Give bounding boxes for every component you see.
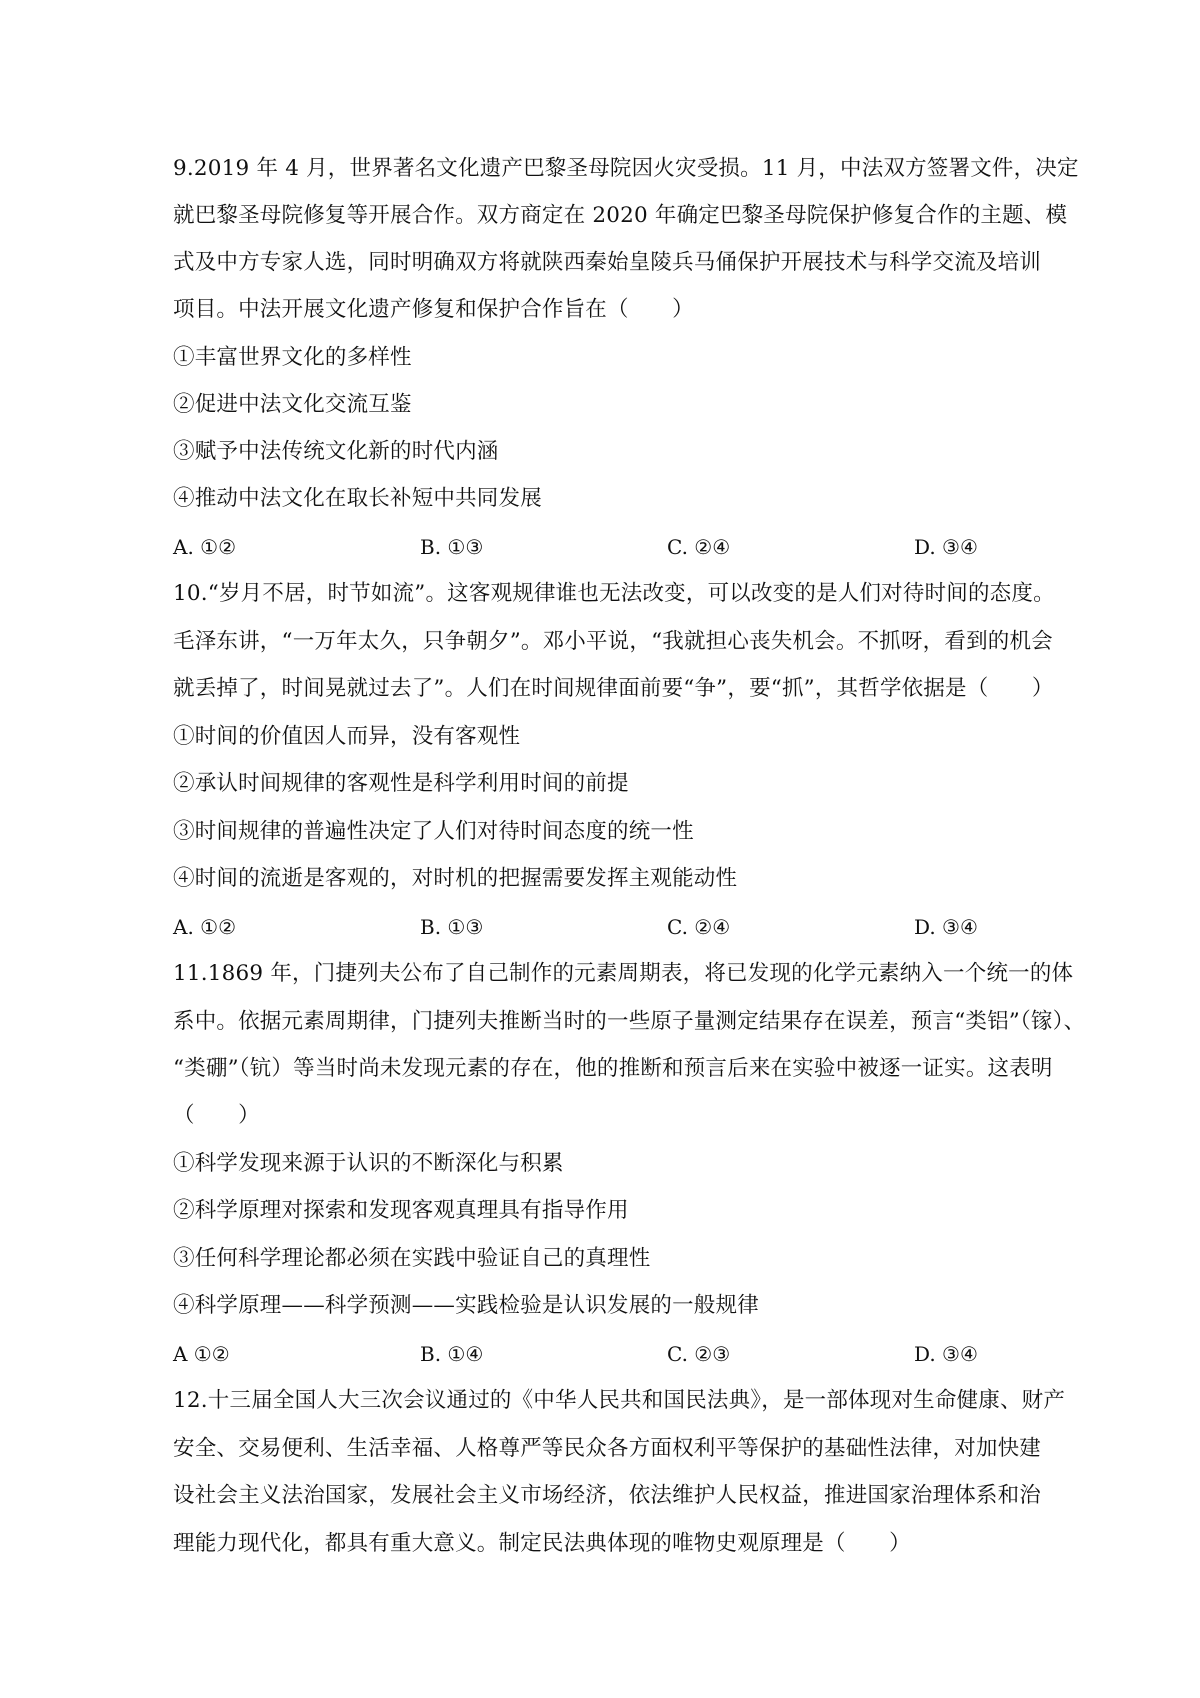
choice-d: D. ③④: [914, 1342, 978, 1366]
option-item: ①时间的价值因人而异，没有客观性: [173, 724, 521, 749]
choice-d: D. ③④: [914, 915, 978, 939]
question-text-line: 10.“岁月不居，时节如流”。这客观规律谁也无法改变，可以改变的是人们对待时间的态度。: [173, 581, 1055, 606]
question-text-line: 12.十三届全国人大三次会议通过的《中华人民共和国民法典》，是一部体现对生命健康、财产: [173, 1388, 1066, 1413]
choice-b: B. ①③: [420, 535, 484, 559]
option-item: ③赋予中法传统文化新的时代内涵: [173, 439, 499, 464]
option-item: ②承认时间规律的客观性是科学利用时间的前提: [173, 771, 629, 796]
answer-choices: [173, 1339, 1033, 1369]
question-text-line: 9.2019 年 4 月，世界著名文化遗产巴黎圣母院因火灾受损。11 月，中法双方签署文件，决定: [173, 156, 1079, 181]
choice-c: C. ②④: [667, 915, 731, 939]
question-text-line: 11.1869 年，门捷列夫公布了自己制作的元素周期表，将已发现的化学元素纳入一个统一的体: [173, 961, 1074, 986]
option-item: ④推动中法文化在取长补短中共同发展: [173, 486, 542, 511]
answer-choices: [173, 912, 1033, 942]
option-item: ④时间的流逝是客观的，对时机的把握需要发挥主观能动性: [173, 866, 738, 891]
option-item: ④科学原理——科学预测——实践检验是认识发展的一般规律: [173, 1293, 759, 1318]
option-item: ②科学原理对探索和发现客观真理具有指导作用: [173, 1198, 629, 1223]
question-text-line: 毛泽东讲，“一万年太久，只争朝夕”。邓小平说，“我就担心丧失机会。不抓呀，看到的机会: [173, 629, 1053, 654]
question-text-line: “类硼”（钪）等当时尚未发现元素的存在，他的推断和预言后来在实验中被逐一证实。这表明: [173, 1056, 1053, 1081]
option-item: ②促进中法文化交流互鉴: [173, 392, 412, 417]
choice-d: D. ③④: [914, 535, 978, 559]
choice-b: B. ①④: [420, 1342, 484, 1366]
question-text-line: 就丢掉了，时间晃就过去了”。人们在时间规律面前要“争”，要“抓”，其哲学依据是（ ）: [173, 676, 1054, 701]
choice-a: A ①②: [173, 1342, 230, 1366]
option-item: ③时间规律的普遍性决定了人们对待时间态度的统一性: [173, 819, 694, 844]
question-text-line: 项目。中法开展文化遗产修复和保护合作旨在（ ）: [173, 297, 694, 322]
question-text-line: （ ）: [173, 1103, 260, 1128]
option-item: ①丰富世界文化的多样性: [173, 345, 412, 370]
question-text-line: 安全、交易便利、生活幸福、人格尊严等民众各方面权利平等保护的基础性法律，对加快建: [173, 1436, 1042, 1461]
question-text-line: 系中。依据元素周期律，门捷列夫推断当时的一些原子量测定结果存在误差，预言“类铝”（镓）、: [173, 1009, 1086, 1034]
choice-a: A. ①②: [173, 535, 237, 559]
choice-c: C. ②③: [667, 1342, 731, 1366]
question-text-line: 式及中方专家人选，同时明确双方将就陕西秦始皇陵兵马俑保护开展技术与科学交流及培训: [173, 250, 1042, 275]
option-item: ①科学发现来源于认识的不断深化与积累: [173, 1151, 564, 1176]
question-text-line: 设社会主义法治国家，发展社会主义市场经济，依法维护人民权益，推进国家治理体系和治: [173, 1483, 1042, 1508]
option-item: ③任何科学理论都必须在实践中验证自己的真理性: [173, 1246, 651, 1271]
answer-choices: [173, 532, 1033, 562]
question-text-line: 就巴黎圣母院修复等开展合作。双方商定在 2020 年确定巴黎圣母院保护修复合作的主题、模: [173, 203, 1068, 228]
choice-a: A. ①②: [173, 915, 237, 939]
choice-c: C. ②④: [667, 535, 731, 559]
choice-b: B. ①③: [420, 915, 484, 939]
question-text-line: 理能力现代化，都具有重大意义。制定民法典体现的唯物史观原理是（ ）: [173, 1531, 911, 1556]
